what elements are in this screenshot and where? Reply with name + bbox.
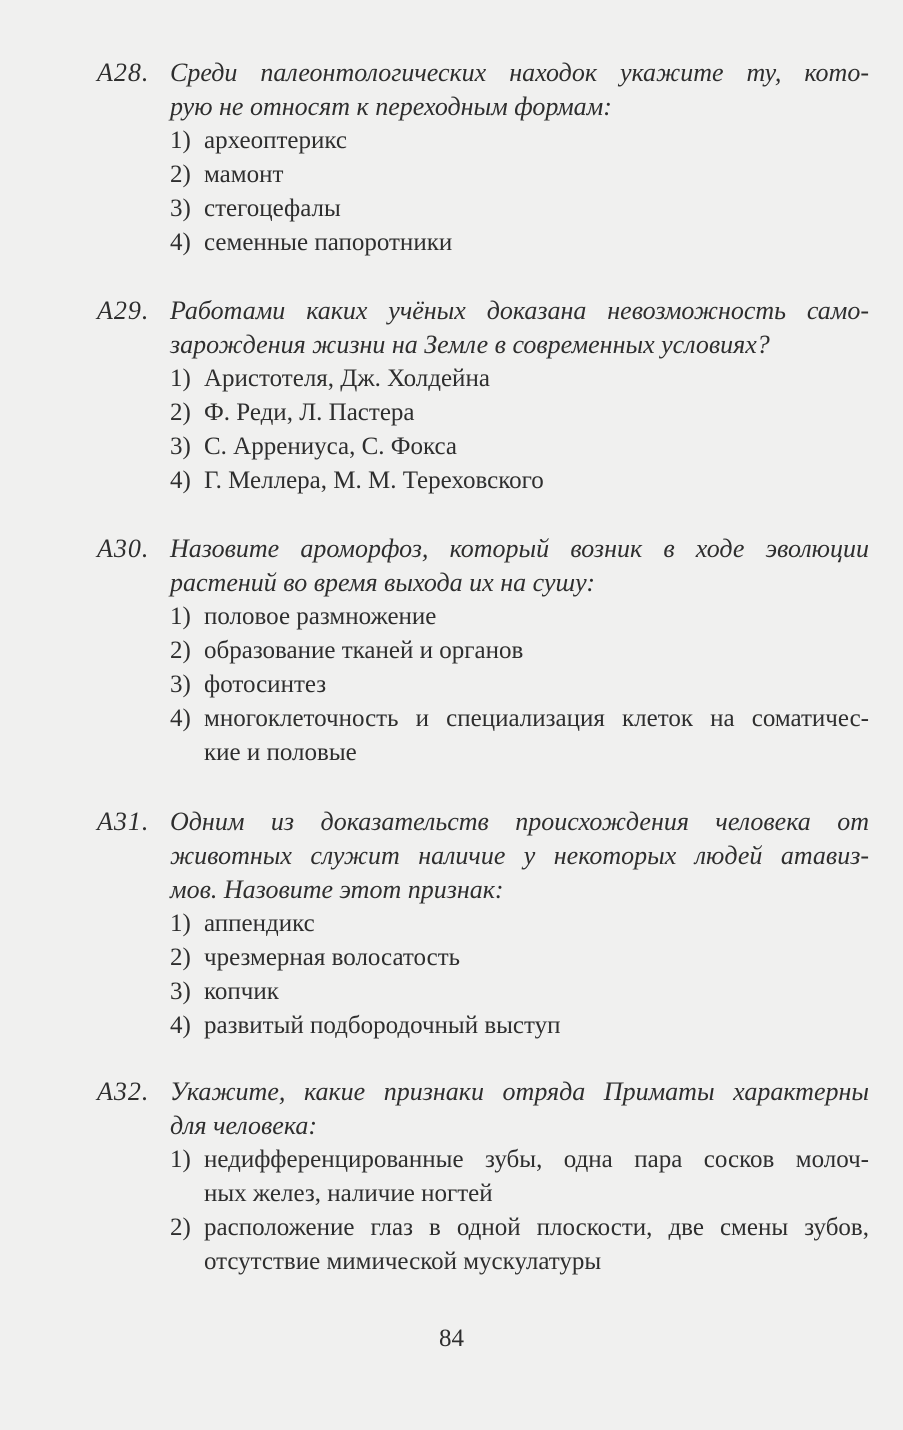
- question-text: [170, 805, 869, 907]
- answer-option: [170, 668, 869, 702]
- answer-option: [170, 226, 869, 260]
- answer-option: [170, 1211, 869, 1279]
- question-a29: [97, 294, 869, 498]
- question-text-line: Одним из доказательств происхождения человека от: [170, 807, 869, 836]
- option-text: недифференцированные зубы, одна пара сосков молоч-: [204, 1146, 869, 1173]
- option-text: расположение глаз в одной плоскости, две смены зубов,: [204, 1214, 869, 1241]
- option-text: археоптерикс: [204, 127, 347, 154]
- option-text: кие и половые: [204, 739, 357, 766]
- option-number: 1): [170, 365, 191, 392]
- answer-option: [170, 158, 869, 192]
- option-text: многоклеточность и специализация клеток на соматичес-: [204, 705, 869, 732]
- option-number: 4): [170, 1012, 191, 1039]
- option-number: 2): [170, 637, 191, 664]
- option-text: копчик: [204, 978, 279, 1005]
- answer-option: [170, 396, 869, 430]
- question-text-line: Работами каких учёных доказана невозможность само-: [170, 296, 869, 325]
- answer-option: [170, 464, 869, 498]
- option-text: отсутствие мимической мускулатуры: [204, 1248, 602, 1275]
- answer-option: [170, 600, 869, 634]
- question-text: [170, 1075, 869, 1143]
- option-text: ных желез, наличие ногтей: [204, 1180, 493, 1207]
- option-number: 4): [170, 705, 191, 732]
- answer-options: [97, 362, 869, 498]
- question-a32: [97, 1075, 869, 1279]
- option-text: чрезмерная волосатость: [204, 944, 461, 971]
- option-number: 4): [170, 229, 191, 256]
- option-text: развитый подбородочный выступ: [204, 1012, 561, 1039]
- question-a28: [97, 56, 869, 260]
- answer-option: [170, 362, 869, 396]
- question-text-line: животных служит наличие у некоторых людей атавиз-: [170, 841, 869, 870]
- answer-option: [170, 1009, 869, 1043]
- question-text-line: Среди палеонтологических находок укажите ту, кото-: [170, 58, 869, 87]
- option-number: 1): [170, 603, 191, 630]
- answer-option: [170, 941, 869, 975]
- option-number: 3): [170, 978, 191, 1005]
- question-text-line: растений во время выхода их на сушу:: [170, 568, 595, 597]
- question-text-line: Укажите, какие признаки отряда Приматы характерны: [170, 1077, 869, 1106]
- answer-option: [170, 430, 869, 464]
- answer-option: [170, 124, 869, 158]
- question-number: А32.: [97, 1077, 150, 1106]
- answer-options: [97, 600, 869, 770]
- option-number: 2): [170, 1214, 191, 1241]
- option-number: 3): [170, 671, 191, 698]
- option-number: 3): [170, 433, 191, 460]
- page-number: 84: [439, 1325, 464, 1352]
- option-text: половое размножение: [204, 603, 437, 630]
- option-text: аппендикс: [204, 910, 315, 937]
- option-text: семенные папоротники: [204, 229, 453, 256]
- answer-option: [170, 702, 869, 770]
- answer-option: [170, 192, 869, 226]
- option-text: фотосинтез: [204, 671, 327, 698]
- answer-options: [97, 907, 869, 1043]
- question-text-line: рую не относят к переходным формам:: [170, 92, 612, 121]
- option-text: образование тканей и органов: [204, 637, 524, 664]
- option-number: 3): [170, 195, 191, 222]
- answer-option: [170, 634, 869, 668]
- option-number: 1): [170, 127, 191, 154]
- question-text-line: мов. Назовите этот признак:: [170, 875, 504, 904]
- option-text: стегоцефалы: [204, 195, 341, 222]
- question-text: [170, 294, 869, 362]
- question-text: [170, 532, 869, 600]
- answer-options: [97, 1143, 869, 1279]
- option-text: Ф. Реди, Л. Пастера: [204, 399, 415, 426]
- option-number: 2): [170, 399, 191, 426]
- option-number: 4): [170, 467, 191, 494]
- option-number: 2): [170, 161, 191, 188]
- question-text-line: для человека:: [170, 1111, 318, 1140]
- question-number: А28.: [97, 58, 150, 87]
- question-text: [170, 56, 869, 124]
- question-number: А31.: [97, 807, 150, 836]
- question-number: А29.: [97, 296, 150, 325]
- question-a31: [97, 805, 869, 1043]
- option-number: 2): [170, 944, 191, 971]
- option-text: Аристотеля, Дж. Холдейна: [204, 365, 490, 392]
- answer-option: [170, 1143, 869, 1211]
- answer-options: [97, 124, 869, 260]
- option-text: мамонт: [204, 161, 284, 188]
- option-text: Г. Меллера, М. М. Тереховского: [204, 467, 544, 494]
- question-a30: [97, 532, 869, 770]
- answer-option: [170, 975, 869, 1009]
- question-number: А30.: [97, 534, 150, 563]
- option-text: С. Аррениуса, С. Фокса: [204, 433, 458, 460]
- question-text-line: зарождения жизни на Земле в современных условиях?: [170, 330, 770, 359]
- question-text-line: Назовите ароморфоз, который возник в ходе эволюции: [170, 534, 869, 563]
- answer-option: [170, 907, 869, 941]
- option-number: 1): [170, 1146, 191, 1173]
- option-number: 1): [170, 910, 191, 937]
